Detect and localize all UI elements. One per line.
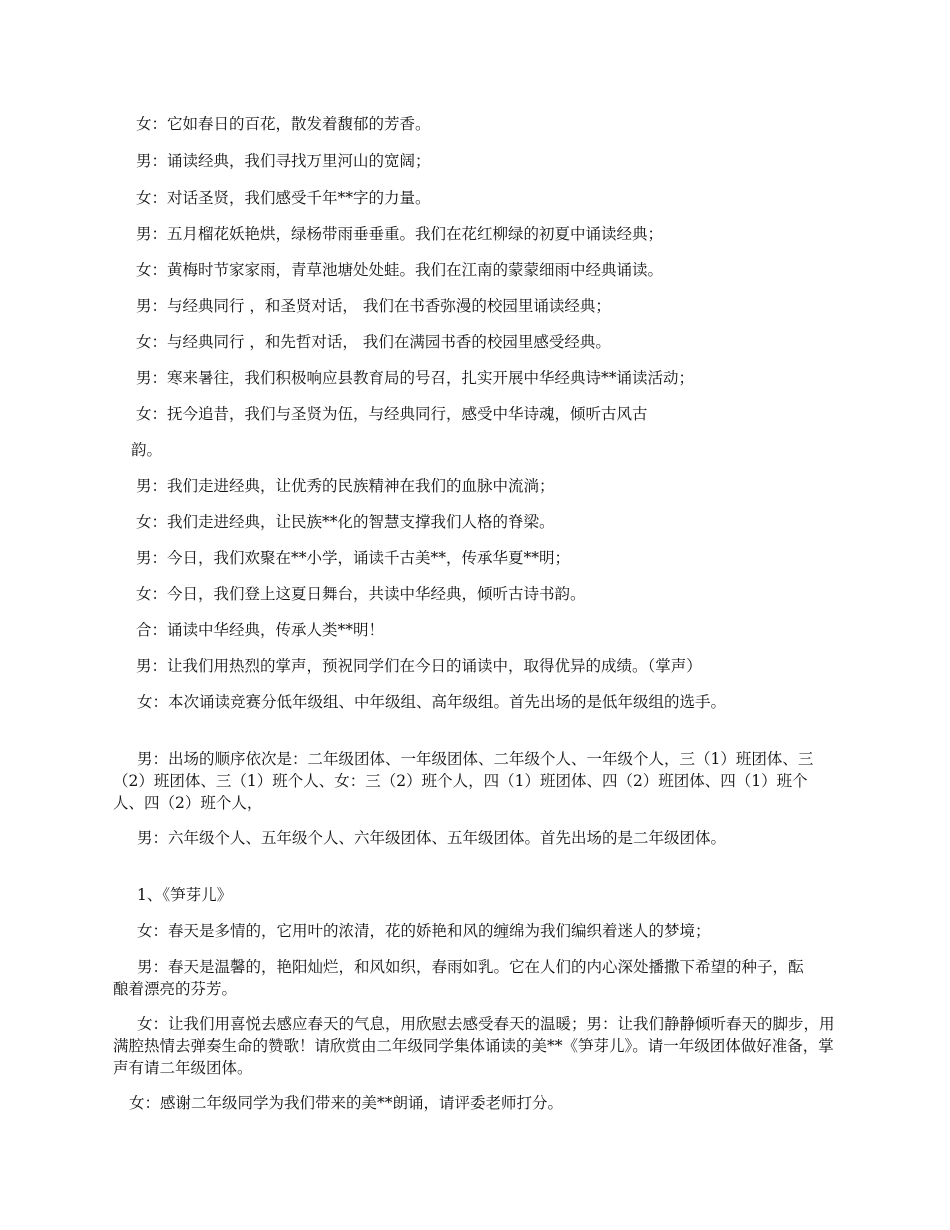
paragraph-4: 1、《笋芽儿》 xyxy=(137,886,233,904)
paragraph-5: 女：春天是多情的，它用叶的浓清，花的娇艳和风的缠绵为我们编织着迷人的梦境； xyxy=(137,922,711,940)
text-line-5: 女：黄梅时节家家雨，青草池塘处处蛙。我们在江南的蒙蒙细雨中经典诵读。 xyxy=(136,261,664,279)
paragraph-8: 女：感谢二年级同学为我们带来的美**朗诵，请评委老师打分。 xyxy=(129,1094,564,1112)
text-line-2: 男：诵读经典，我们寻找万里河山的宽阔； xyxy=(136,152,431,170)
text-line-3: 女：对话圣贤，我们感受千年**字的力量。 xyxy=(136,189,431,207)
text-line-7: 女：与经典同行 ，和先哲对话， 我们在满园书香的校园里感受经典。 xyxy=(136,333,611,351)
text-line-10: 韵。 xyxy=(131,441,163,459)
text-line-11: 男：我们走进经典，让优秀的民族精神在我们的血脉中流淌； xyxy=(136,477,555,495)
text-line-14: 女：今日，我们登上这夏日舞台，共读中华经典，倾听古诗书韵。 xyxy=(136,585,586,603)
text-line-9: 女：抚今追昔，我们与圣贤为伍，与经典同行，感受中华诗魂，倾听古风古 xyxy=(136,405,648,423)
text-line-4: 男：五月榴花妖艳烘，绿杨带雨垂垂重。我们在花红柳绿的初夏中诵读经典； xyxy=(136,225,664,243)
text-line-6: 男：与经典同行 ，和圣贤对话， 我们在书香弥漫的校园里诵读经典； xyxy=(136,297,611,315)
text-line-15: 合：诵读中华经典，传承人类**明！ xyxy=(136,621,385,639)
paragraph-6: 男：春天是温馨的，艳阳灿烂，和风如织，春雨如乳。它在人们的内心深处播撒下希望的种子，酝酿着漂亮的芬芳。 xyxy=(113,958,804,998)
text-line-13: 男：今日，我们欢聚在**小学，诵读千古美**，传承华夏**明； xyxy=(136,549,571,567)
text-line-1: 女：它如春日的百花，散发着馥郁的芳香。 xyxy=(136,115,431,133)
paragraph-2: 男：出场的顺序依次是：二年级团体、一年级团体、二年级个人、一年级个人，三（1）班团体、三（2）班团体、三（1）班个人、女：三（2）班个人，四（1）班团体、四（2）班团体、四（1）班个人、四（2）班个人， xyxy=(113,750,814,812)
paragraph-7: 女：让我们用喜悦去感应春天的气息，用欣慰去感受春天的温暖；男：让我们静静倾听春天的脚步，用满腔热情去弹奏生命的赞歌！请欣赏由二年级同学集体诵读的美**《笋芽儿》。请一年级团体做好准备，掌声有请二年级团体。 xyxy=(113,1015,835,1077)
paragraph-3: 男：六年级个人、五年级个人、六年级团体、五年级团体。首先出场的是二年级团体。 xyxy=(137,829,727,847)
text-line-12: 女：我们走进经典，让民族**化的智慧支撑我们人格的脊梁。 xyxy=(136,513,555,531)
paragraph-1: 女：本次诵读竞赛分低年级组、中年级组、高年级组。首先出场的是低年级组的选手。 xyxy=(137,693,727,711)
text-line-16: 男：让我们用热烈的掌声，预祝同学们在今日的诵读中，取得优异的成绩。（掌声） xyxy=(136,657,702,675)
text-line-8: 男：寒来暑往，我们积极响应县教育局的号召，扎实开展中华经典诗**诵读活动； xyxy=(136,369,695,387)
